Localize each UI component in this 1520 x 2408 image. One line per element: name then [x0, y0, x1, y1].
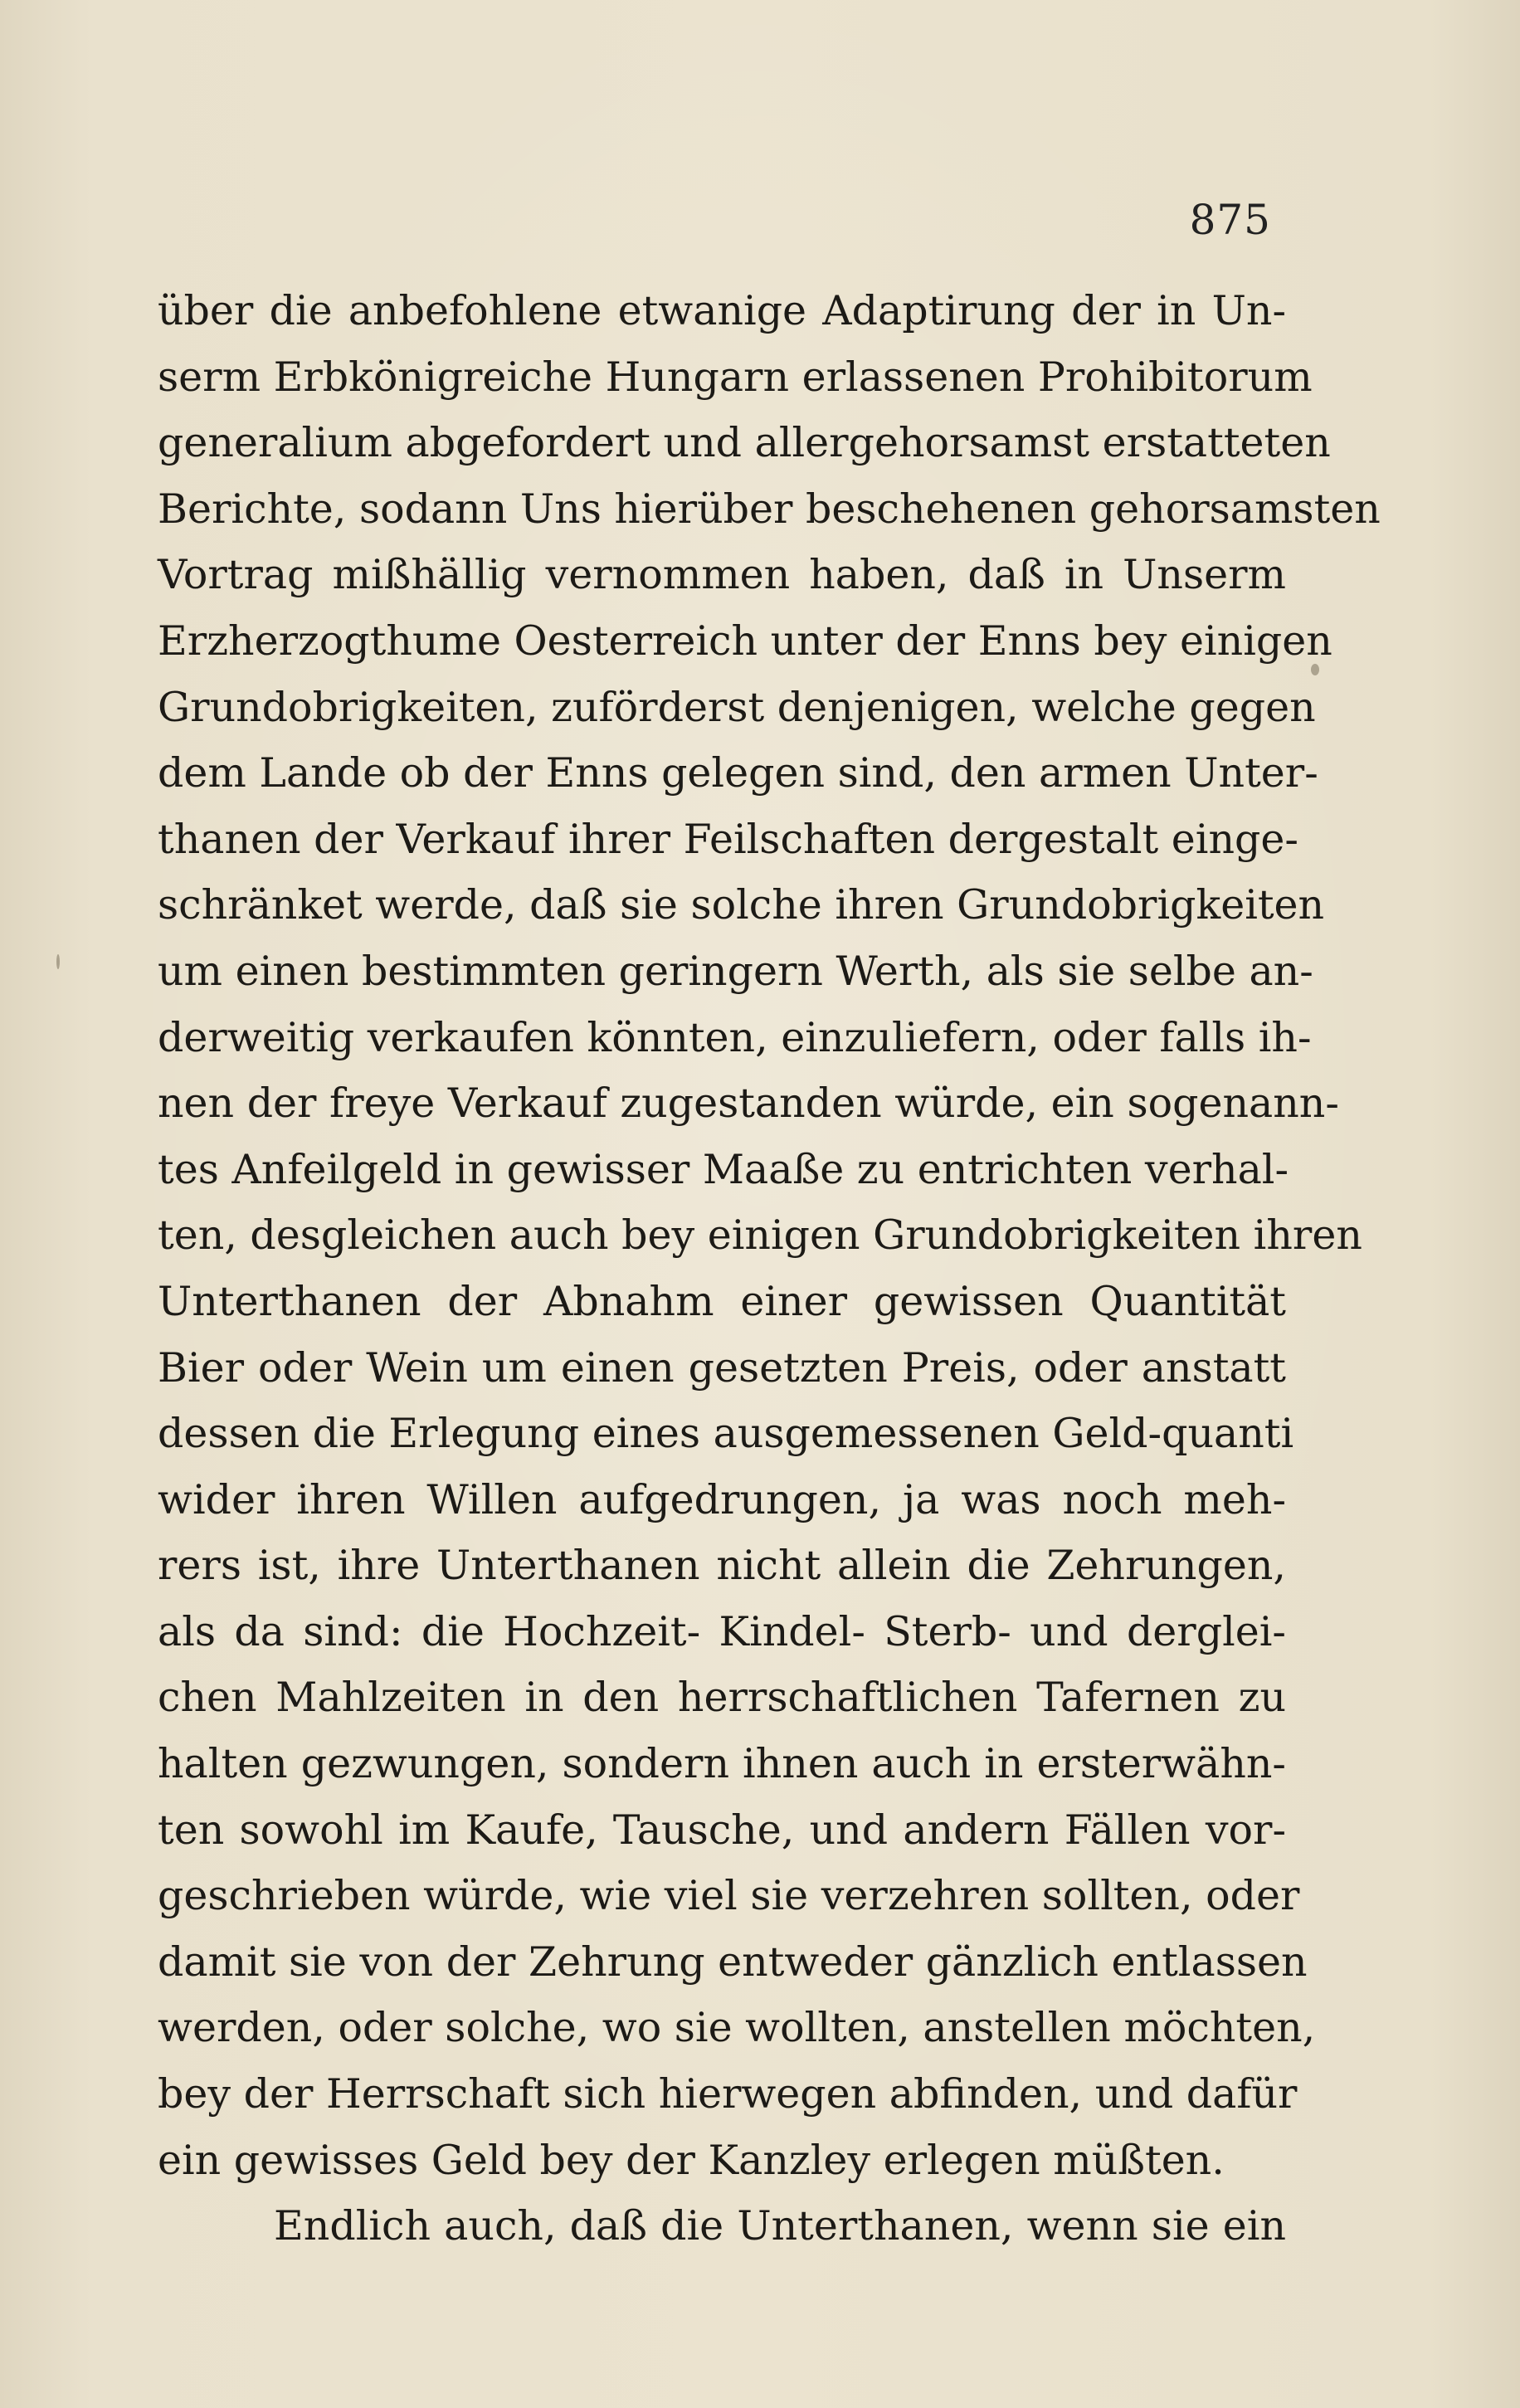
text-line: Grundobrigkeiten, zuförderst denjenigen, welche gegen — [158, 683, 1316, 731]
text-line: werden, oder solche, wo sie wollten, anstellen möchten, — [158, 2004, 1316, 2052]
text-line: Berichte, sodann Uns hierüber beschehenen gehorsamsten — [158, 485, 1381, 533]
text-line: wider ihren Willen aufgedrungen, ja was noch meh- — [158, 1475, 1286, 1523]
text-line: schränket werde, daß sie solche ihren Grundobrigkeiten — [158, 881, 1325, 929]
text-line: Bier oder Wein um einen gesetzten Preis, oder anstatt — [158, 1343, 1286, 1392]
text-line: geschrieben würde, wie viel sie verzehren sollten, oder — [158, 1872, 1300, 1920]
ink-speck — [1311, 664, 1319, 675]
text-line: serm Erbkönigreiche Hungarn erlassenen Prohibitorum — [158, 353, 1313, 401]
page-number: 875 — [1189, 196, 1271, 244]
text-line: nen der freye Verkauf zugestanden würde, ein sogenann- — [158, 1080, 1339, 1128]
text-line: als da sind: die Hochzeit- Kindel- Sterb- und derglei- — [158, 1607, 1286, 1655]
text-line: Unterthanen der Abnahm einer gewissen Quantität — [158, 1277, 1286, 1325]
text-line: derweitig verkaufen könnten, einzuliefern, oder falls ih- — [158, 1013, 1312, 1061]
body-text — [158, 278, 1381, 2259]
text-line: damit sie von der Zehrung entweder gänzlich entlassen — [158, 1938, 1308, 1986]
text-line: thanen der Verkauf ihrer Feilschaften dergestalt einge- — [158, 815, 1298, 863]
paragraph-end-line: ein gewisses Geld bey der Kanzley erlegen müßten. — [158, 2136, 1225, 2184]
ink-speck — [56, 954, 60, 969]
paragraph-start-line: Endlich auch, daß die Unterthanen, wenn sie ein — [274, 2202, 1286, 2250]
text-line: bey der Herrschaft sich hierwegen abfinden, und dafür — [158, 2070, 1298, 2118]
text-line: ten, desgleichen auch bey einigen Grundobrigkeiten ihren — [158, 1211, 1362, 1260]
text-line: ten sowohl im Kaufe, Tausche, und andern Fällen vor- — [158, 1806, 1286, 1854]
text-line: dem Lande ob der Enns gelegen sind, den armen Unter- — [158, 749, 1318, 797]
text-line: halten gezwungen, sondern ihnen auch in ersterwähn- — [158, 1740, 1286, 1788]
text-line: um einen bestimmten geringern Werth, als sie selbe an- — [158, 947, 1313, 995]
text-line: Erzherzogthume Oesterreich unter der Enns bey einigen — [158, 617, 1332, 665]
text-line: tes Anfeilgeld in gewisser Maaße zu entrichten verhal- — [158, 1145, 1289, 1193]
text-line: dessen die Erlegung eines ausgemessenen Geld-quanti — [158, 1410, 1294, 1458]
text-line: Vortrag mißhällig vernommen haben, daß in Unserm — [158, 551, 1286, 599]
text-line: über die anbefohlene etwanige Adaptirung der in Un- — [158, 287, 1286, 334]
text-line: rers ist, ihre Unterthanen nicht allein die Zehrungen, — [158, 1542, 1286, 1590]
text-line: chen Mahlzeiten in den herrschaftlichen Tafernen zu — [158, 1674, 1286, 1722]
text-line: generalium abgefordert und allergehorsamst erstatteten — [158, 419, 1331, 467]
